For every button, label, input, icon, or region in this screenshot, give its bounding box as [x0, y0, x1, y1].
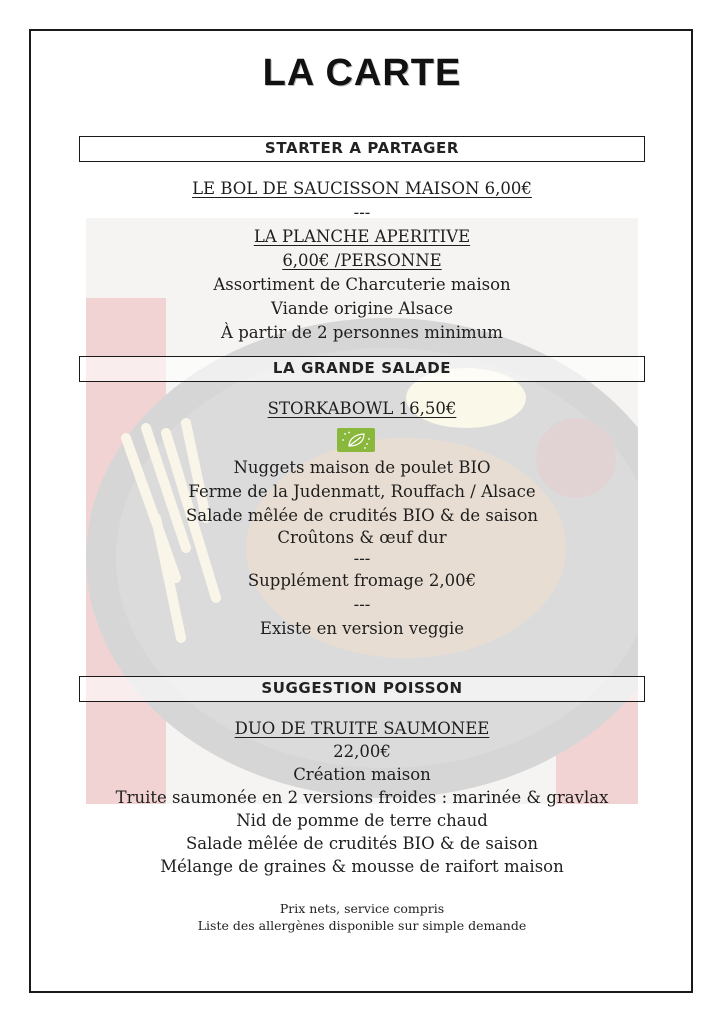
menu-item-description: Création maison	[293, 765, 431, 784]
menu-item-description: Assortiment de Charcuterie maison	[213, 275, 511, 294]
menu-item-description: Croûtons & œuf dur	[277, 528, 447, 547]
menu-item-description: Existe en version veggie	[259, 619, 465, 638]
eu-organic-leaf-icon	[337, 428, 375, 452]
menu-item-description: Salade mêlée de crudités BIO & de saison	[185, 834, 539, 853]
menu-item-description: Mélange de graines & mousse de raifort maison	[160, 857, 564, 876]
menu-item-description: Viande origine Alsace	[270, 299, 453, 318]
menu-item-bol-saucisson: LE BOL DE SAUCISSON MAISON 6,00€	[192, 179, 532, 198]
menu-item-description: Truite saumonée en 2 versions froides : marinée & gravlax	[115, 788, 609, 807]
menu-item-description: Nid de pomme de terre chaud	[236, 811, 488, 830]
menu-item-description: Salade mêlée de crudités BIO & de saison	[185, 506, 539, 525]
footer-allergens-note: Liste des allergènes disponible sur simple demande	[197, 918, 527, 933]
section-header-poisson: SUGGESTION POISSON	[79, 676, 645, 702]
separator: ---	[353, 595, 371, 614]
page-title: LA CARTE	[262, 52, 462, 94]
menu-item-supplement: Supplément fromage 2,00€	[247, 571, 477, 590]
menu-item-planche-aperitive: LA PLANCHE APERITIVE	[253, 227, 471, 246]
separator: ---	[353, 203, 371, 222]
separator: ---	[353, 549, 371, 568]
menu-item-storkabowl: STORKABOWL 16,50€	[267, 399, 457, 418]
menu-item-description: Nuggets maison de poulet BIO	[233, 458, 491, 477]
footer-prices-note: Prix nets, service compris	[279, 901, 445, 916]
menu-item-price: 6,00€ /PERSONNE	[282, 251, 442, 270]
menu-item-price: 22,00€	[333, 742, 391, 761]
menu-item-description: Ferme de la Judenmatt, Rouffach / Alsace	[188, 482, 536, 501]
menu-item-description: À partir de 2 personnes minimum	[221, 323, 503, 342]
menu-item-duo-truite: DUO DE TRUITE SAUMONEE	[234, 719, 490, 738]
section-header-salade: LA GRANDE SALADE	[79, 356, 645, 382]
section-header-starter: STARTER A PARTAGER	[79, 136, 645, 162]
